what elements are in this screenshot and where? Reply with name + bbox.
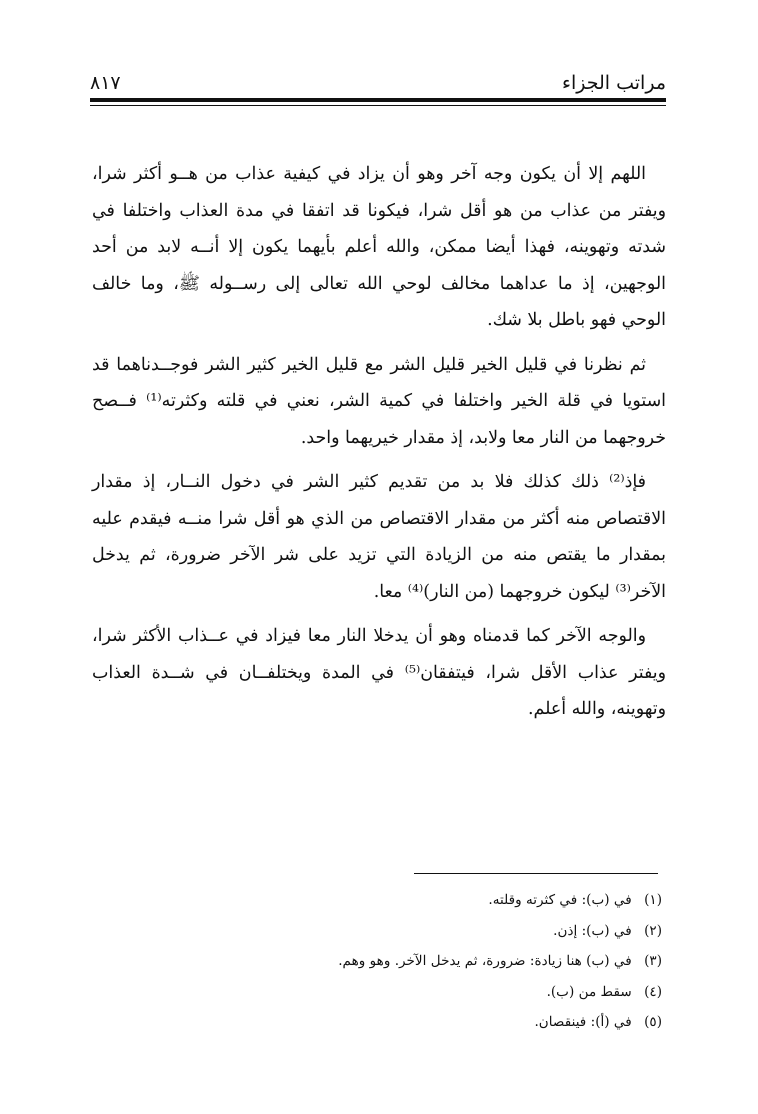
footnote-text: في (ب) هنا زيادة: ضرورة، ثم يدخل الآخر. وهو وهم.: [338, 953, 632, 970]
paragraph: فإذ⁽²⁾ ذلك كذلك فلا بد من تقديم كثير الشر في دخول النــار، إذ مقدار الاقتصاص منه أكثر من مقدار الاقتصاص من الذي هو أقل شرا منــه فيقدم عليه بمقدار ما يقتص منه من الزيادة التي تزيد على شر الآخر ضرورة، ثم يدخل الآخر⁽³⁾ ليكون خروجهما (من النار)⁽⁴⁾ معا.: [92, 472, 666, 602]
page-number: ٨١٧: [90, 72, 121, 94]
footnote: [62, 916, 662, 947]
footnote: [62, 885, 662, 916]
paragraph: والوجه الآخر كما قدمناه وهو أن يدخلا النار معا فيزاد في عــذاب الأكثر شرا، ويفتر عذاب الأقل شرا، فيتفقان⁽⁵⁾ في المدة ويختلفــان في شــدة العذاب وتهوينه، والله أعلم.: [92, 626, 667, 719]
footnotes: [62, 885, 662, 1038]
header-rule-thin: [90, 105, 666, 106]
footnote-number: (١): [644, 892, 662, 908]
header-rule-thick: [90, 98, 666, 102]
footnote-text: سقط من (ب).: [546, 983, 632, 1000]
footnote-text: في (ب): في كثرته وقلته.: [488, 892, 632, 908]
running-header: [90, 70, 666, 96]
footnote: [62, 1007, 662, 1038]
paragraph: اللهم إلا أن يكون وجه آخر وهو أن يزاد في كيفية عذاب من هــو أكثر شرا، ويفتر من عذاب من هو أقل شرا، فيكونا قد اتفقا في مدة العذاب واختلفا في شدته وتهوينه، فهذا أيضا ممكن، والله أعلم بأيهما يكون إلا أنــه لابد من أحد الوجهين، إذ ما عداهما مخالف لوحي الله تعالى إلى رســوله ﷺ، وما خالف الوحي فهو باطل بلا شك.: [92, 164, 666, 330]
footnote-number: (٢): [644, 922, 662, 939]
footnote-text: في (ب): إذن.: [553, 922, 632, 939]
paragraph: ثم نظرنا في قليل الخير قليل الشر مع قليل الخير كثير الشر فوجــدناهما قد استويا في قلة الخير واختلفا في كمية الشر، نعني في قلته وكثرته⁽¹⁾ فــصح خروجهما من النار معا ولابد، إذ مقدار خيريهما واحد.: [92, 354, 667, 448]
footnote-number: (٣): [644, 953, 662, 970]
footnote-separator: [414, 873, 658, 874]
footnote-number: (٤): [644, 983, 662, 1000]
main-text: [92, 156, 666, 736]
footnote: [62, 977, 662, 1008]
chapter-title: مراتب الجزاء: [562, 72, 666, 94]
footnote: [62, 946, 662, 977]
footnote-number: (٥): [644, 1014, 662, 1031]
footnote-text: في (أ): فينقصان.: [534, 1014, 632, 1031]
